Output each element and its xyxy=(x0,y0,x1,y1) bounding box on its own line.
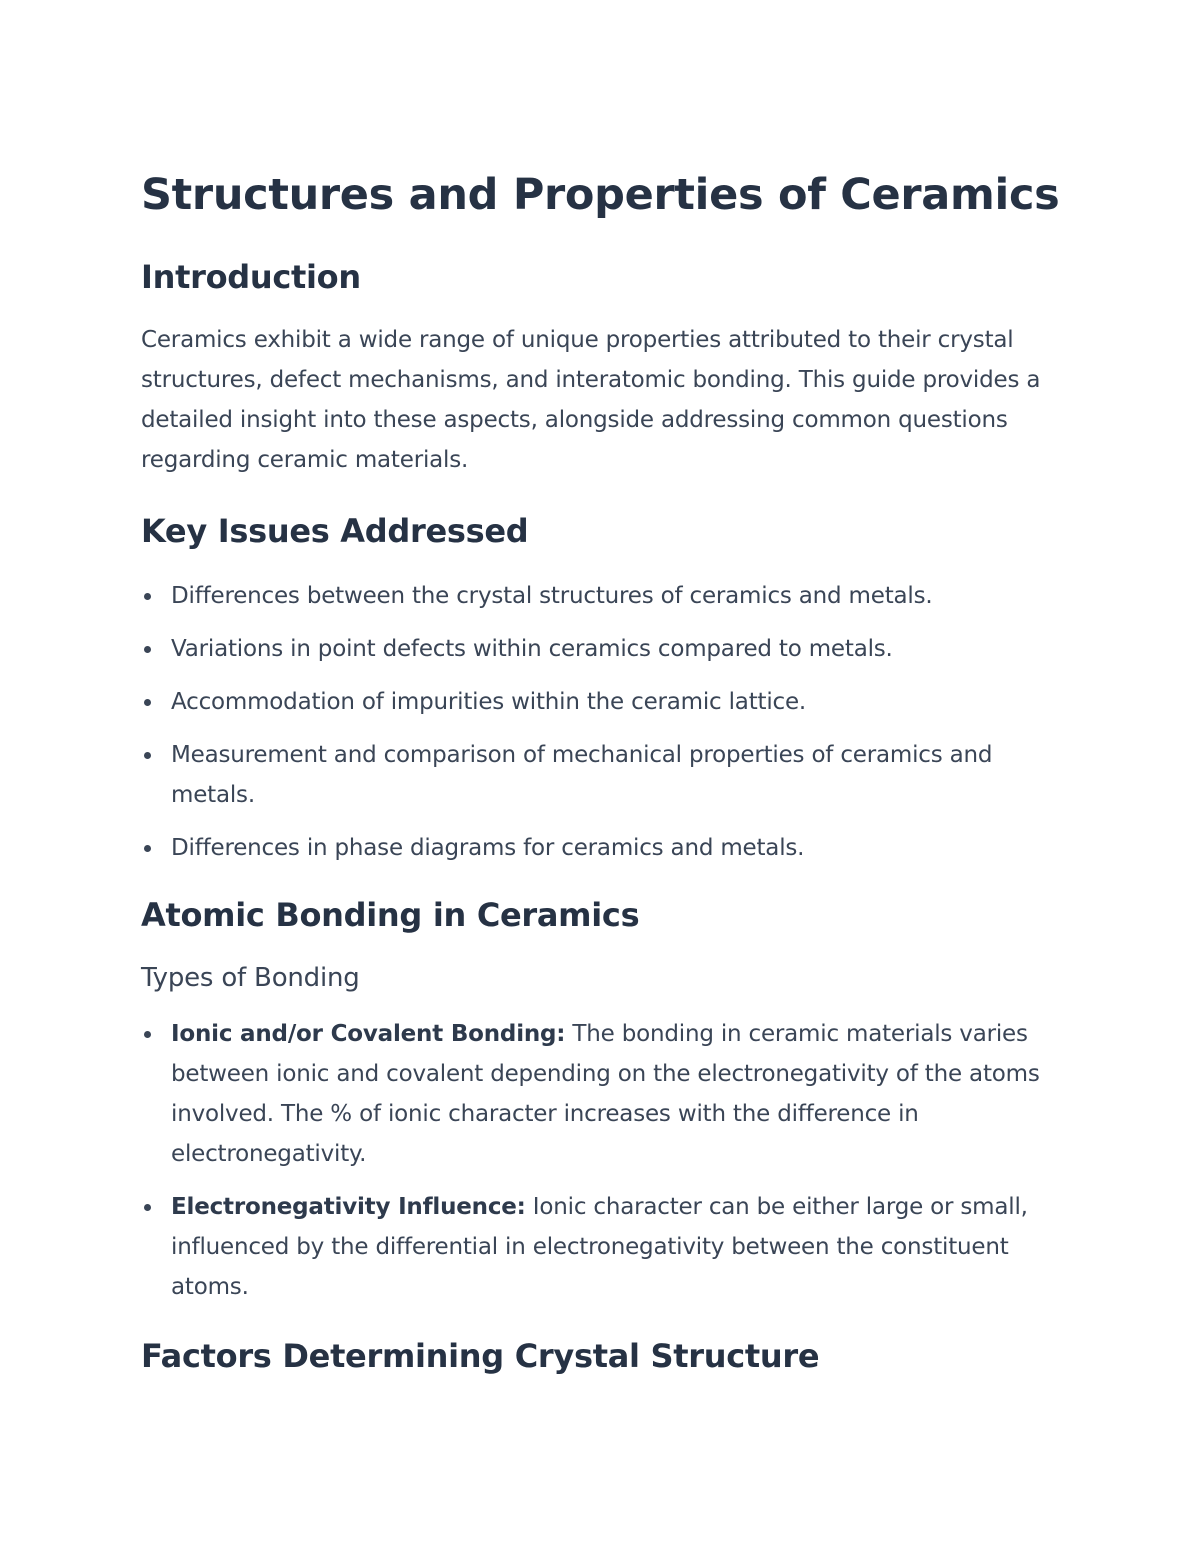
bonding-description: The bonding in ceramic materials varies between ionic and covalent depending on the electronegativity of the atoms involved. The % of ionic character increases with the difference in electronegativity. xyxy=(171,1020,1040,1167)
bonding-description: Ionic character can be either large or small, influenced by the differential in electronegativity between the constituent atoms. xyxy=(171,1193,1028,1300)
key-issue-item: Differences in phase diagrams for ceramics and metals. xyxy=(141,828,1081,868)
key-issues-heading: Key Issues Addressed xyxy=(141,511,529,550)
key-issue-item: Variations in point defects within ceramics compared to metals. xyxy=(141,629,1081,669)
bonding-term: Electronegativity Influence: xyxy=(171,1193,526,1220)
document-page xyxy=(141,160,1081,1375)
key-issue-item: Measurement and comparison of mechanical properties of ceramics and metals. xyxy=(141,735,1081,815)
types-of-bonding-subheading: Types of Bonding xyxy=(141,962,360,993)
introduction-heading: Introduction xyxy=(141,257,361,296)
crystal-structure-factors-heading: Factors Determining Crystal Structure xyxy=(141,1336,820,1375)
key-issues-list xyxy=(141,576,1081,868)
atomic-bonding-heading: Atomic Bonding in Ceramics xyxy=(141,896,640,935)
key-issue-item: Accommodation of impurities within the ceramic lattice. xyxy=(141,682,1081,722)
key-issue-item: Differences between the crystal structures of ceramics and metals. xyxy=(141,576,1081,616)
bonding-type-item xyxy=(141,1014,1081,1174)
bonding-term: Ionic and/or Covalent Bonding: xyxy=(171,1020,566,1047)
page-title: Structures and Properties of Ceramics xyxy=(141,170,1060,220)
bonding-types-list xyxy=(141,1014,1081,1307)
introduction-paragraph: Ceramics exhibit a wide range of unique properties attributed to their crystal structures, defect mechanisms, and interatomic bonding. This guide provides a detailed insight into these aspects, alongside addressing common questions regarding ceramic materials. xyxy=(141,326,1041,473)
bonding-type-item xyxy=(141,1187,1081,1307)
